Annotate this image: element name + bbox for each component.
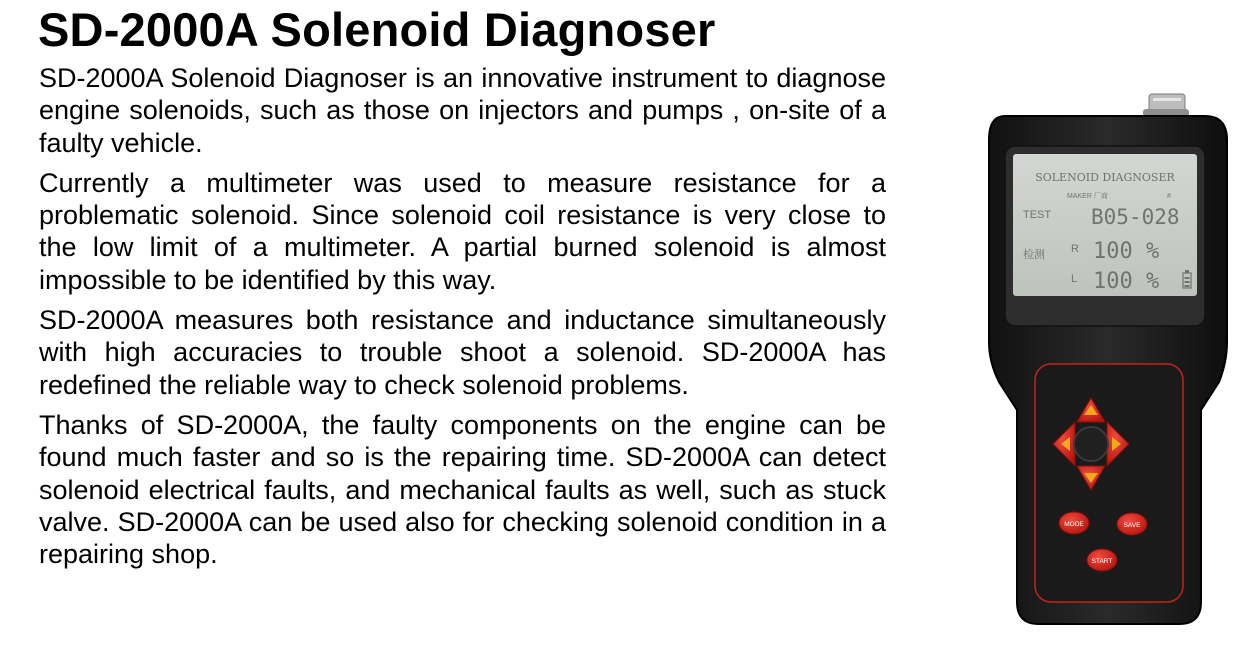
paragraph-benefits: Thanks of SD-2000A, the faulty components on the engine can be found much faster and so is the repairing time. SD-2000A can detect solenoid electrical faults, and mechanical faults as well, such as stuck valve. SD-2000A can be used also for checking solenoid condition in a repairing shop. <box>39 409 886 570</box>
start-button-label: START <box>1091 558 1113 565</box>
page-title: SD-2000A Solenoid Diagnoser <box>38 3 716 56</box>
save-button-label: SAVE <box>1123 522 1141 529</box>
start-button[interactable] <box>1087 549 1117 571</box>
description-body <box>39 62 886 578</box>
lcd-number-label: # <box>1167 193 1171 200</box>
paragraph-intro: SD-2000A Solenoid Diagnoser is an innovative instrument to diagnose engine solenoids, such as those on injectors and pumps , on-site of a faulty vehicle. <box>39 63 886 158</box>
mode-button[interactable] <box>1059 512 1089 534</box>
lcd-l-value: 100 % <box>1093 269 1160 294</box>
lcd-code: B05-028 <box>1091 205 1180 229</box>
lcd-test-label: TEST <box>1023 209 1052 221</box>
paragraph-measurement: SD-2000A measures both resistance and inductance simultaneously with high accuracies to trouble shoot a solenoid. SD-2000A has redefined the reliable way to check solenoid problems. <box>39 305 886 400</box>
save-button[interactable] <box>1117 513 1147 535</box>
lcd-header: SOLENOID DIAGNOSER <box>1035 171 1175 184</box>
mode-button-label: MODE <box>1064 521 1084 528</box>
lcd-l-label: L <box>1071 273 1078 285</box>
lcd-r-value: 100 % <box>1093 239 1160 264</box>
lcd-maker-label: MAKER 厂商 <box>1067 193 1108 200</box>
lcd-r-label: R <box>1071 243 1079 255</box>
solenoid-diagnoser-device-image <box>983 92 1229 628</box>
dpad-center-button[interactable] <box>1074 427 1108 461</box>
paragraph-multimeter: Currently a multimeter was used to measure resistance for a problematic solenoid. Since solenoid coil resistance is very close to the low limit of a multimeter. A partial burned solenoid is almost impossible to be identified by this way. <box>39 167 886 295</box>
lcd-test-label-cn: 检测 <box>1023 248 1045 261</box>
